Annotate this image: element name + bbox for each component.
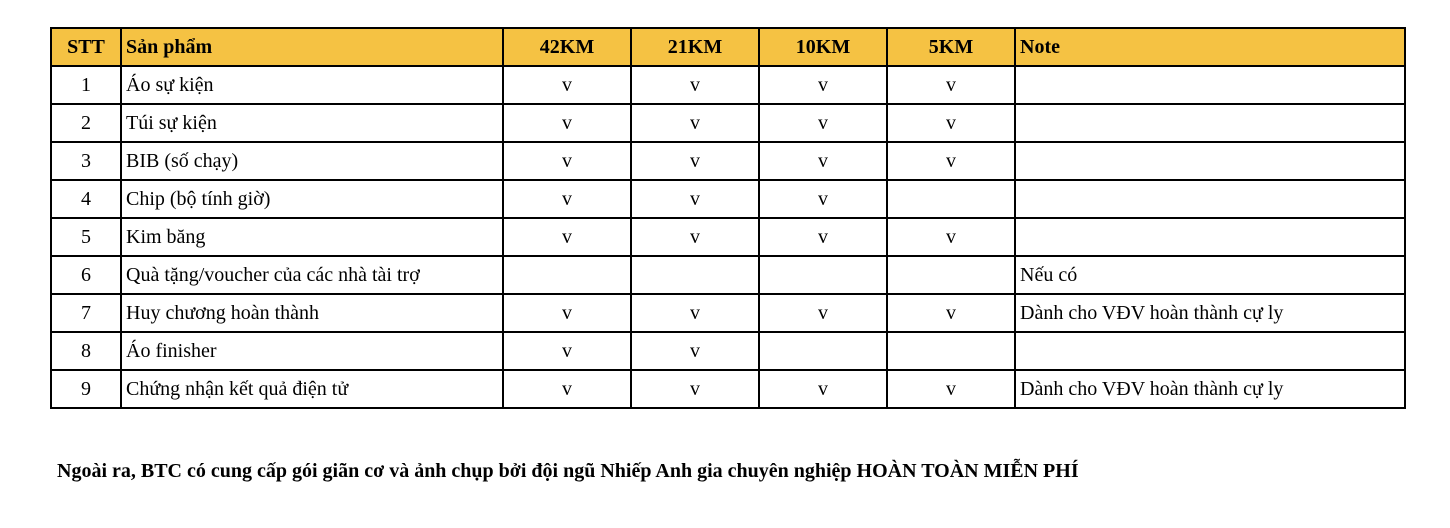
table-row (51, 180, 1405, 218)
cell-note (1015, 332, 1405, 370)
cell-42km: v (503, 104, 631, 142)
cell-5km: v (887, 104, 1015, 142)
cell-product: Kim băng (121, 218, 503, 256)
cell-stt: 4 (51, 180, 121, 218)
cell-21km: v (631, 104, 759, 142)
cell-10km (759, 256, 887, 294)
cell-note (1015, 180, 1405, 218)
cell-10km: v (759, 104, 887, 142)
cell-note (1015, 66, 1405, 104)
cell-5km: v (887, 142, 1015, 180)
cell-note (1015, 142, 1405, 180)
cell-product: Áo sự kiện (121, 66, 503, 104)
cell-stt: 5 (51, 218, 121, 256)
cell-10km: v (759, 218, 887, 256)
cell-42km: v (503, 66, 631, 104)
header-stt: STT (51, 28, 121, 66)
table-row (51, 294, 1405, 332)
cell-21km (631, 256, 759, 294)
cell-product: Quà tặng/voucher của các nhà tài trợ (121, 256, 503, 294)
cell-stt: 2 (51, 104, 121, 142)
cell-21km: v (631, 294, 759, 332)
race-kit-table-container (50, 27, 1406, 409)
cell-5km (887, 180, 1015, 218)
cell-product: Túi sự kiện (121, 104, 503, 142)
cell-product: Chip (bộ tính giờ) (121, 180, 503, 218)
table-row (51, 218, 1405, 256)
cell-stt: 9 (51, 370, 121, 408)
table-header (51, 28, 1405, 66)
cell-note (1015, 104, 1405, 142)
cell-21km: v (631, 66, 759, 104)
header-product: Sản phẩm (121, 28, 503, 66)
table-body (51, 66, 1405, 408)
header-note: Note (1015, 28, 1405, 66)
table-row (51, 332, 1405, 370)
footnote-text: Ngoài ra, BTC có cung cấp gói giãn cơ và ảnh chụp bởi đội ngũ Nhiếp Anh gia chuyên nghiệp HOÀN TOÀN MIỄN PHÍ (57, 460, 1079, 482)
cell-10km (759, 332, 887, 370)
cell-10km: v (759, 142, 887, 180)
cell-note: Dành cho VĐV hoàn thành cự ly (1015, 294, 1405, 332)
header-10km: 10KM (759, 28, 887, 66)
table-row (51, 256, 1405, 294)
cell-stt: 1 (51, 66, 121, 104)
cell-21km: v (631, 142, 759, 180)
cell-10km: v (759, 180, 887, 218)
header-5km: 5KM (887, 28, 1015, 66)
cell-42km: v (503, 218, 631, 256)
cell-5km: v (887, 66, 1015, 104)
cell-note: Nếu có (1015, 256, 1405, 294)
cell-stt: 3 (51, 142, 121, 180)
cell-stt: 8 (51, 332, 121, 370)
cell-note: Dành cho VĐV hoàn thành cự ly (1015, 370, 1405, 408)
cell-product: Chứng nhận kết quả điện tử (121, 370, 503, 408)
cell-5km (887, 256, 1015, 294)
cell-stt: 7 (51, 294, 121, 332)
cell-5km: v (887, 218, 1015, 256)
cell-21km: v (631, 180, 759, 218)
race-kit-table (50, 27, 1406, 409)
table-row (51, 370, 1405, 408)
cell-21km: v (631, 218, 759, 256)
cell-product: Áo finisher (121, 332, 503, 370)
cell-21km: v (631, 332, 759, 370)
cell-10km: v (759, 370, 887, 408)
cell-product: BIB (số chạy) (121, 142, 503, 180)
cell-42km (503, 256, 631, 294)
cell-42km: v (503, 142, 631, 180)
table-row (51, 66, 1405, 104)
cell-42km: v (503, 294, 631, 332)
cell-42km: v (503, 332, 631, 370)
cell-5km: v (887, 294, 1015, 332)
table-row (51, 142, 1405, 180)
header-row (51, 28, 1405, 66)
cell-42km: v (503, 370, 631, 408)
cell-10km: v (759, 66, 887, 104)
header-21km: 21KM (631, 28, 759, 66)
table-row (51, 104, 1405, 142)
cell-stt: 6 (51, 256, 121, 294)
cell-10km: v (759, 294, 887, 332)
cell-21km: v (631, 370, 759, 408)
cell-5km (887, 332, 1015, 370)
cell-5km: v (887, 370, 1015, 408)
cell-note (1015, 218, 1405, 256)
cell-42km: v (503, 180, 631, 218)
header-42km: 42KM (503, 28, 631, 66)
cell-product: Huy chương hoàn thành (121, 294, 503, 332)
